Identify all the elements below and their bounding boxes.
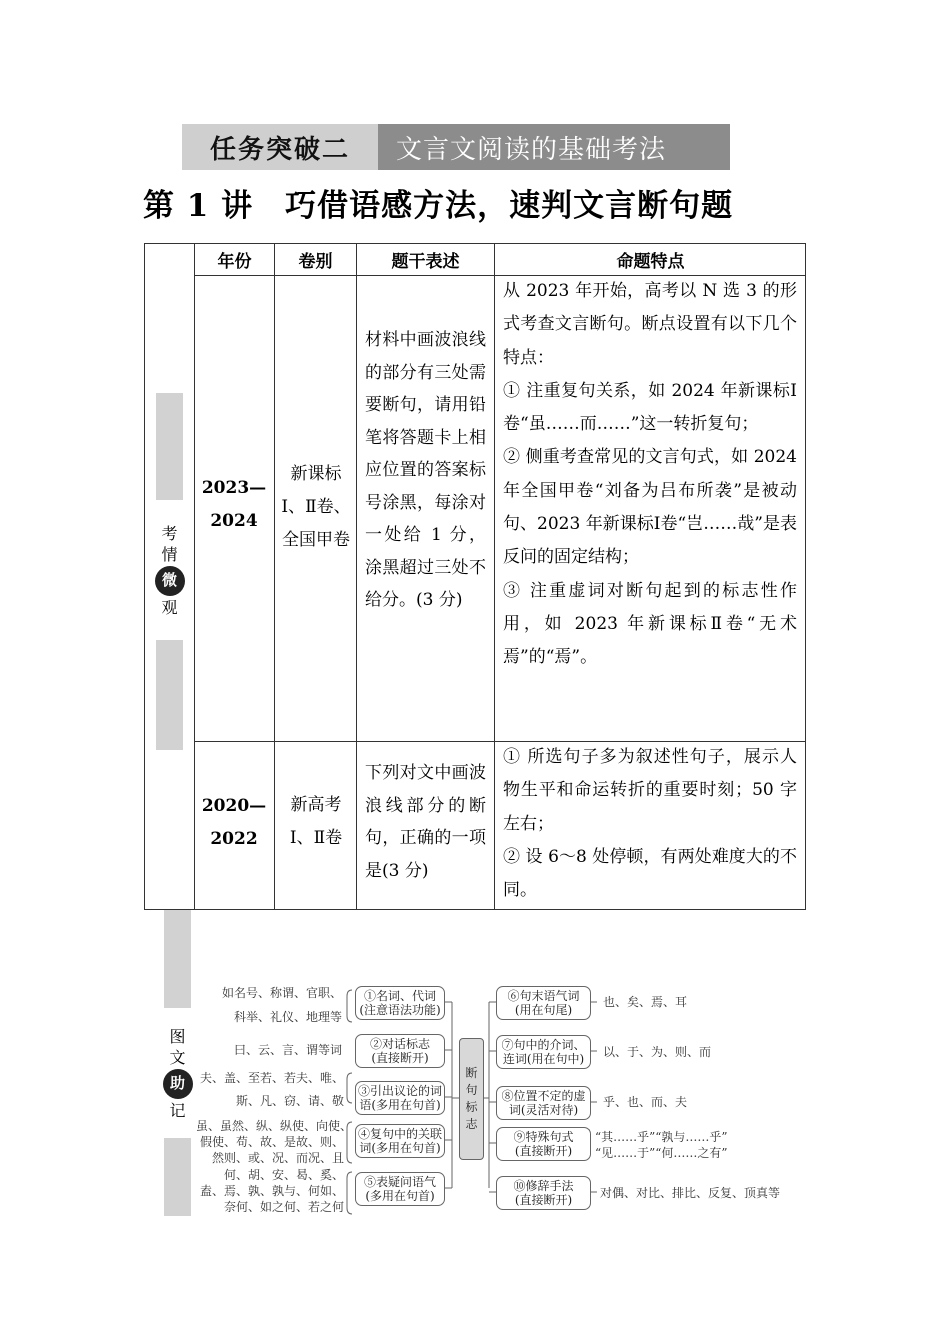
node-rhetoric bbox=[496, 1176, 591, 1210]
node-label: ⑨特殊句式 bbox=[513, 1130, 574, 1144]
node-final-particle bbox=[496, 986, 591, 1020]
feature-item: ② 设 6～8 处停顿，有两处难度大的不同。 bbox=[503, 846, 797, 901]
lecture-title: 第 1 讲 巧借语感方法，速判文言断句题 bbox=[143, 188, 734, 224]
node-label: 词(灵活对待) bbox=[508, 1103, 579, 1117]
section-char: 文 bbox=[169, 1047, 186, 1067]
center-char: 志 bbox=[465, 1117, 478, 1131]
node-label: ⑥句末语气词 bbox=[507, 989, 580, 1003]
center-char: 句 bbox=[465, 1083, 478, 1097]
note-line: 假使、苟、故、是故、则、 bbox=[199, 1135, 344, 1149]
note-line: 对偶、对比、排比、反复、顶真等 bbox=[600, 1186, 781, 1200]
note-line: 奈何、如之何、若之何 bbox=[223, 1200, 344, 1214]
node-label: ①名词、代词 bbox=[363, 989, 436, 1003]
row2-stem: 下列对文中画波浪线部分的断句，正确的一项是(3 分) bbox=[365, 763, 486, 881]
row1-stem: 材料中画波浪线的部分有三处需要断句，请用铅笔将答题卡上相应位置的答案标号涂黑，每涂对一处给 1 分，涂黑超过三处不给分。(3 分) bbox=[365, 330, 486, 610]
node-label: 词(多用在句首) bbox=[359, 1141, 441, 1155]
section-badge: 微 bbox=[155, 566, 185, 596]
node-label: ③引出议论的词 bbox=[357, 1084, 442, 1098]
node-label: (注意语法功能) bbox=[359, 1003, 441, 1017]
header-stem: 题干表述 bbox=[391, 251, 460, 272]
node-preposition bbox=[496, 1035, 591, 1069]
section-char: 考 bbox=[161, 523, 178, 543]
row2-year: 2020—2022 bbox=[201, 796, 267, 849]
node-label: ⑩修辞手法 bbox=[513, 1179, 574, 1193]
note-line: 乎、也、而、夫 bbox=[603, 1095, 688, 1109]
feature-item: ② 侧重考查常见的文言句式，如 2024 年全国甲卷“刘备为吕布所袭”是被动句、2023 年新课标Ⅰ卷“岂……哉”是表反问的固定结构； bbox=[503, 447, 797, 568]
note-line: 科举、礼仪、地理等 bbox=[233, 1010, 342, 1024]
row2-paper: 新高考Ⅰ、Ⅱ卷 bbox=[289, 795, 343, 848]
section-badge: 助 bbox=[163, 1069, 193, 1099]
note-line: 以、于、为、则、而 bbox=[603, 1045, 712, 1059]
node-label: ⑤表疑问语气 bbox=[363, 1175, 436, 1189]
node-noun-pronoun bbox=[355, 986, 445, 1020]
node-conjunction bbox=[355, 1124, 445, 1158]
task-label: 任务突破二 bbox=[182, 124, 378, 170]
note-line: 虽、虽然、纵、纵使、向使、 bbox=[196, 1119, 353, 1133]
node-label: (直接断开) bbox=[371, 1051, 429, 1065]
feature-item: 从 2023 年开始，高考以 N 选 3 的形式考查文言断句。断点设置有以下几个特点： bbox=[503, 281, 797, 368]
header-year: 年份 bbox=[217, 251, 252, 272]
node-argument-word bbox=[355, 1081, 445, 1115]
note-line: “见……于”“何……之有” bbox=[595, 1146, 728, 1160]
note-line: 曰、云、言、谓等词 bbox=[233, 1043, 342, 1057]
note-line: 盍、焉、孰、孰与、何如、 bbox=[199, 1184, 344, 1198]
header-paper: 卷别 bbox=[298, 251, 333, 272]
section-char: 情 bbox=[161, 544, 178, 564]
node-label: 语(多用在句首) bbox=[359, 1098, 441, 1112]
node-label: (直接断开) bbox=[514, 1193, 573, 1207]
feature-item: ③ 注重虚词对断句起到的标志性作用，如 2023 年新课标Ⅱ卷“无术焉”的“焉”。 bbox=[503, 580, 797, 668]
section-char: 观 bbox=[161, 597, 178, 617]
note-line: 然则、或、况、而况、且 bbox=[211, 1151, 344, 1165]
node-label: ⑦句中的介词、 bbox=[501, 1038, 586, 1052]
center-char: 断 bbox=[465, 1066, 478, 1080]
node-label: ④复句中的关联 bbox=[357, 1127, 442, 1141]
center-char: 标 bbox=[465, 1100, 478, 1114]
node-flexible-particle bbox=[496, 1086, 591, 1120]
note-line: 也、矣、焉、耳 bbox=[603, 995, 688, 1009]
node-label: (多用在句首) bbox=[365, 1189, 435, 1203]
feature-item: ① 所选句子多为叙述性句子，展示人物生平和命运转折的重要时刻；50 字左右； bbox=[503, 747, 797, 834]
header-features: 命题特点 bbox=[616, 251, 685, 272]
feature-item: ① 注重复句关系，如 2024 年新课标Ⅰ卷“虽……而……”这一转折复句； bbox=[503, 380, 797, 435]
note-line: “其……乎”“孰与……乎” bbox=[595, 1130, 728, 1144]
node-special-sentence bbox=[496, 1127, 591, 1161]
task-topic: 文言文阅读的基础考法 bbox=[378, 124, 730, 170]
note-line: 如名号、称谓、官职、 bbox=[221, 986, 342, 1000]
row1-paper: 新课标Ⅰ、Ⅱ卷、全国甲卷 bbox=[281, 464, 351, 550]
section-char: 记 bbox=[169, 1100, 186, 1120]
section-char: 图 bbox=[169, 1026, 186, 1046]
note-line: 夫、盖、至若、若夫、唯、 bbox=[199, 1071, 344, 1085]
note-line: 斯、凡、窃、请、敬 bbox=[235, 1094, 344, 1108]
note-line: 何、胡、安、曷、奚、 bbox=[223, 1168, 344, 1182]
node-dialogue-marker bbox=[355, 1034, 445, 1068]
node-label: ⑧位置不定的虚 bbox=[501, 1089, 586, 1103]
node-question-tone bbox=[355, 1172, 445, 1206]
node-label: (用在句尾) bbox=[514, 1003, 573, 1017]
node-label: (直接断开) bbox=[514, 1144, 573, 1158]
center-node bbox=[459, 1038, 484, 1160]
node-label: ②对话标志 bbox=[369, 1037, 430, 1051]
row1-year: 2023—2024 bbox=[201, 478, 267, 531]
node-label: 连词(用在句中) bbox=[502, 1052, 585, 1066]
